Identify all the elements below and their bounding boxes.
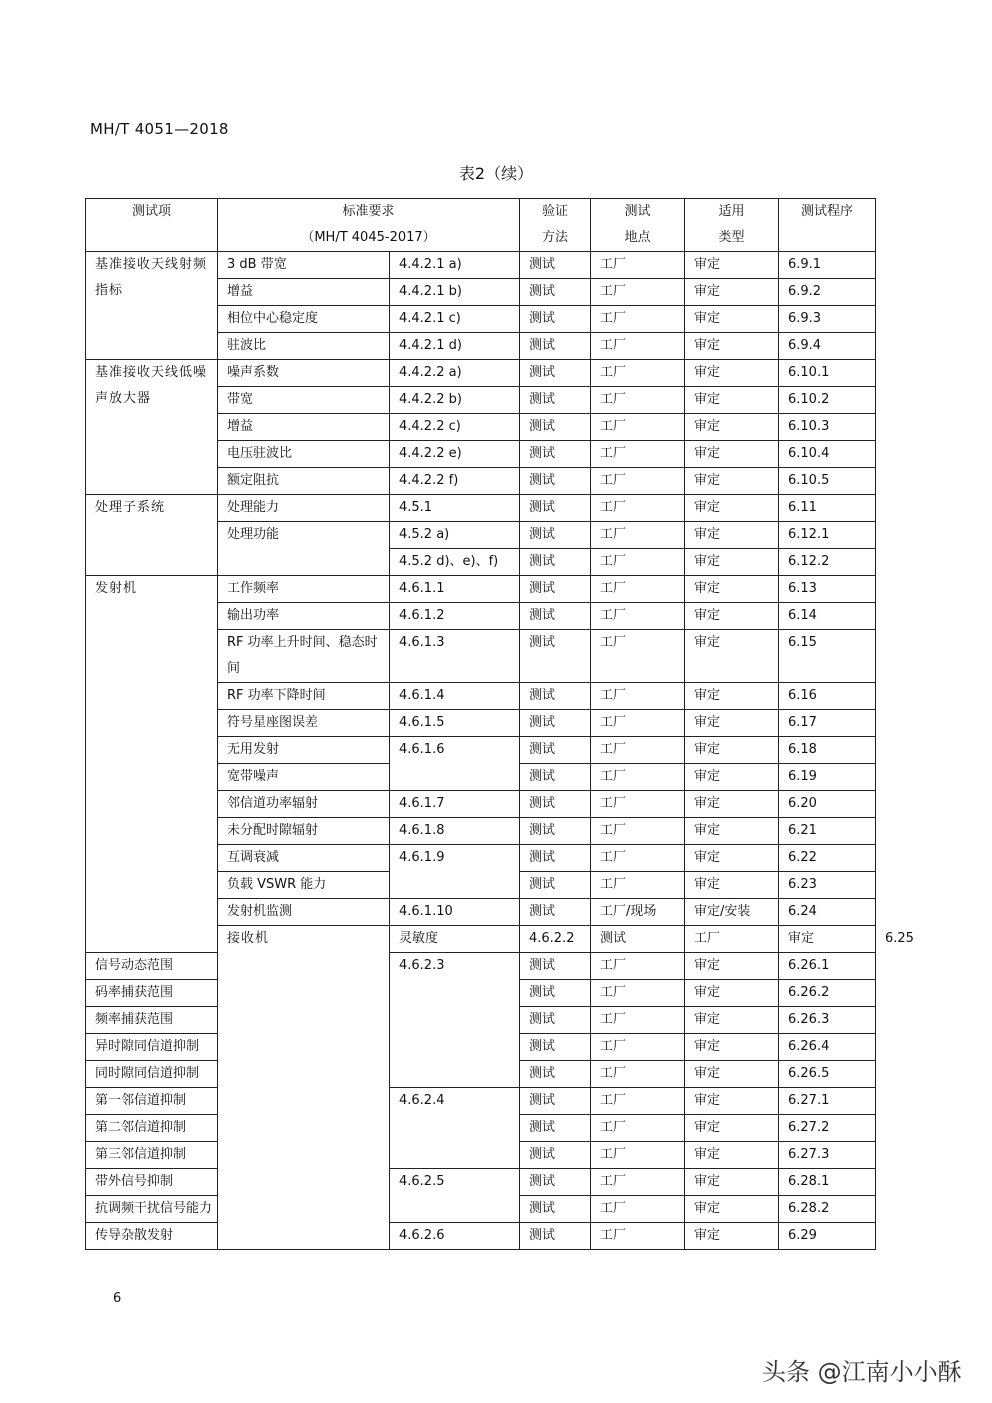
cell-site: 工厂	[591, 360, 685, 387]
cell-method: 测试	[520, 360, 591, 387]
cell-requirement: 灵敏度	[390, 926, 520, 953]
cell-type: 审定	[685, 1223, 779, 1250]
cell-type: 审定	[685, 683, 779, 710]
cell-requirement: 额定阻抗	[218, 468, 390, 495]
cell-requirement: 频率捕获范围	[86, 1007, 218, 1034]
cell-method: 测试	[520, 980, 591, 1007]
header-type-line1: 适用	[718, 204, 745, 219]
cell-method: 测试	[520, 1088, 591, 1115]
cell-type: 审定	[685, 576, 779, 603]
cell-procedure: 6.10.5	[779, 468, 876, 495]
cell-requirement: 相位中心稳定度	[218, 306, 390, 333]
table-row	[86, 576, 876, 603]
header-req-line2: （MH/T 4045-2017）	[301, 230, 436, 245]
cell-method: 测试	[520, 764, 591, 791]
cell-method: 测试	[520, 495, 591, 522]
cell-clause: 4.4.2.1 b)	[390, 279, 520, 306]
header-req-line1: 标准要求	[342, 204, 395, 219]
cell-method: 测试	[520, 872, 591, 899]
cell-method: 测试	[520, 899, 591, 926]
group-cell: 处理子系统	[86, 495, 218, 576]
table-title: 表2（续）	[458, 164, 534, 183]
table-row	[86, 953, 876, 980]
cell-requirement: 工作频率	[218, 576, 390, 603]
table-row	[86, 1223, 876, 1250]
cell-requirement: 电压驻波比	[218, 441, 390, 468]
cell-site: 工厂	[591, 1223, 685, 1250]
cell-clause: 4.5.1	[390, 495, 520, 522]
cell-clause: 4.5.2 d)、e)、f)	[390, 549, 520, 576]
cell-method: 测试	[520, 1196, 591, 1223]
cell-method: 测试	[520, 818, 591, 845]
header-type	[685, 199, 779, 252]
cell-type: 审定	[685, 1007, 779, 1034]
cell-site: 工厂	[591, 791, 685, 818]
cell-method: 测试	[520, 333, 591, 360]
cell-requirement: 带外信号抑制	[86, 1169, 218, 1196]
cell-site: 工厂	[591, 737, 685, 764]
cell-method: 测试	[520, 710, 591, 737]
cell-requirement: 传导杂散发射	[86, 1223, 218, 1250]
cell-requirement: 未分配时隙辐射	[218, 818, 390, 845]
cell-procedure: 6.16	[779, 683, 876, 710]
watermark: 头条 @江南小小酥	[762, 1358, 962, 1386]
cell-type: 审定	[685, 818, 779, 845]
cell-clause: 4.6.1.4	[390, 683, 520, 710]
cell-requirement: 增益	[218, 414, 390, 441]
header-site-line1: 测试	[624, 204, 651, 219]
cell-requirement: 同时隙同信道抑制	[86, 1061, 218, 1088]
cell-clause: 4.6.1.2	[390, 603, 520, 630]
cell-method: 测试	[520, 576, 591, 603]
header-row	[86, 199, 876, 252]
cell-procedure: 6.19	[779, 764, 876, 791]
cell-requirement: 输出功率	[218, 603, 390, 630]
cell-site: 工厂	[591, 683, 685, 710]
cell-type: 审定	[685, 1196, 779, 1223]
cell-procedure: 6.27.2	[779, 1115, 876, 1142]
cell-site: 工厂	[591, 468, 685, 495]
cell-site: 工厂	[591, 1196, 685, 1223]
cell-procedure: 6.18	[779, 737, 876, 764]
cell-method: 测试	[520, 441, 591, 468]
cell-procedure: 6.26.4	[779, 1034, 876, 1061]
table-row	[86, 1088, 876, 1115]
cell-method: 测试	[520, 1061, 591, 1088]
cell-type: 审定	[685, 360, 779, 387]
cell-method: 测试	[520, 845, 591, 872]
cell-clause: 4.6.1.1	[390, 576, 520, 603]
cell-requirement: 码率捕获范围	[86, 980, 218, 1007]
cell-clause: 4.6.2.6	[390, 1223, 520, 1250]
cell-site: 工厂	[591, 387, 685, 414]
cell-type: 审定	[685, 468, 779, 495]
cell-method: 测试	[520, 1115, 591, 1142]
cell-procedure: 6.22	[779, 845, 876, 872]
cell-type: 审定	[685, 845, 779, 872]
cell-procedure: 6.28.2	[779, 1196, 876, 1223]
cell-type: 审定	[685, 764, 779, 791]
cell-site: 工厂	[591, 818, 685, 845]
cell-procedure: 6.20	[779, 791, 876, 818]
cell-site: 工厂	[591, 414, 685, 441]
cell-site: 工厂	[591, 1088, 685, 1115]
cell-type: 审定	[685, 710, 779, 737]
header-procedure	[779, 199, 876, 252]
cell-type: 审定	[685, 414, 779, 441]
cell-type: 审定	[685, 603, 779, 630]
cell-requirement: 增益	[218, 279, 390, 306]
cell-requirement: 第一邻信道抑制	[86, 1088, 218, 1115]
cell-type: 审定	[685, 737, 779, 764]
cell-method: 测试	[520, 1223, 591, 1250]
cell-site: 工厂	[591, 953, 685, 980]
cell-type: 审定	[685, 549, 779, 576]
cell-method: 测试	[520, 683, 591, 710]
cell-site: 工厂	[591, 603, 685, 630]
header-verify-line2: 方法	[541, 230, 568, 245]
cell-method: 测试	[520, 549, 591, 576]
cell-clause: 4.6.2.5	[390, 1169, 520, 1223]
cell-procedure: 6.26.1	[779, 953, 876, 980]
header-requirement	[218, 199, 520, 252]
cell-procedure: 6.26.5	[779, 1061, 876, 1088]
cell-site: 工厂	[685, 926, 779, 953]
cell-requirement: 处理功能	[218, 522, 390, 576]
cell-requirement: 无用发射	[218, 737, 390, 764]
cell-requirement: 抗调频干扰信号能力	[86, 1196, 218, 1223]
cell-type: 审定	[685, 441, 779, 468]
cell-procedure: 6.9.4	[779, 333, 876, 360]
cell-method: 测试	[591, 926, 685, 953]
cell-type: 审定	[685, 306, 779, 333]
cell-clause: 4.6.1.5	[390, 710, 520, 737]
cell-type: 审定	[779, 926, 876, 953]
cell-type: 审定	[685, 630, 779, 683]
group-cell: 基准接收天线低噪声放大器	[86, 360, 218, 495]
table-row: 接收机 灵敏度 4.6.2.2 测试 工厂 审定 6.25	[86, 926, 876, 953]
cell-method: 测试	[520, 791, 591, 818]
cell-procedure: 6.27.3	[779, 1142, 876, 1169]
cell-type: 审定	[685, 791, 779, 818]
cell-method: 测试	[520, 522, 591, 549]
cell-type: 审定	[685, 872, 779, 899]
cell-procedure: 6.10.1	[779, 360, 876, 387]
header-item	[86, 199, 218, 252]
cell-procedure: 6.26.3	[779, 1007, 876, 1034]
cell-procedure: 6.17	[779, 710, 876, 737]
cell-type: 审定	[685, 495, 779, 522]
header-type-line2: 类型	[718, 230, 745, 245]
cell-procedure: 6.9.2	[779, 279, 876, 306]
table-row	[86, 252, 876, 279]
cell-site: 工厂	[591, 549, 685, 576]
cell-requirement: 信号动态范围	[86, 953, 218, 980]
cell-site: 工厂	[591, 1061, 685, 1088]
cell-requirement: 处理能力	[218, 495, 390, 522]
cell-site: 工厂	[591, 1034, 685, 1061]
cell-requirement: 互调衰减	[218, 845, 390, 872]
cell-clause: 4.4.2.1 d)	[390, 333, 520, 360]
page-number: 6	[113, 1291, 122, 1306]
cell-method: 测试	[520, 387, 591, 414]
cell-method: 测试	[520, 1142, 591, 1169]
header-verify-line1: 验证	[541, 204, 568, 219]
cell-site: 工厂	[591, 333, 685, 360]
cell-procedure: 6.10.4	[779, 441, 876, 468]
group-cell: 基准接收天线射频指标	[86, 252, 218, 360]
cell-site: 工厂	[591, 764, 685, 791]
cell-clause: 4.6.1.7	[390, 791, 520, 818]
cell-requirement: 第三邻信道抑制	[86, 1142, 218, 1169]
cell-site: 工厂	[591, 495, 685, 522]
cell-type: 审定	[685, 387, 779, 414]
cell-requirement: 第二邻信道抑制	[86, 1115, 218, 1142]
cell-clause: 4.6.2.2	[520, 926, 591, 953]
table-row	[86, 495, 876, 522]
header-item-label: 测试项	[131, 204, 171, 219]
cell-clause: 4.6.2.4	[390, 1088, 520, 1169]
cell-method: 测试	[520, 603, 591, 630]
cell-clause: 4.4.2.2 c)	[390, 414, 520, 441]
cell-procedure: 6.12.2	[779, 549, 876, 576]
cell-method: 测试	[520, 279, 591, 306]
header-site-line2: 地点	[624, 230, 651, 245]
cell-clause: 4.4.2.2 a)	[390, 360, 520, 387]
cell-requirement: 带宽	[218, 387, 390, 414]
cell-site: 工厂	[591, 1007, 685, 1034]
cell-method: 测试	[520, 414, 591, 441]
cell-type: 审定/安装	[685, 899, 779, 926]
cell-site: 工厂	[591, 1169, 685, 1196]
cell-site: 工厂	[591, 1115, 685, 1142]
cell-clause: 4.6.2.3	[390, 953, 520, 1088]
cell-requirement: RF 功率下降时间	[218, 683, 390, 710]
cell-type: 审定	[685, 1061, 779, 1088]
cell-method: 测试	[520, 1007, 591, 1034]
cell-type: 审定	[685, 953, 779, 980]
cell-clause: 4.4.2.2 b)	[390, 387, 520, 414]
cell-clause: 4.6.1.9	[390, 845, 520, 899]
cell-type: 审定	[685, 980, 779, 1007]
cell-procedure: 6.10.2	[779, 387, 876, 414]
cell-requirement: 负载 VSWR 能力	[218, 872, 390, 899]
cell-requirement: 异时隙同信道抑制	[86, 1034, 218, 1061]
cell-procedure: 6.15	[779, 630, 876, 683]
cell-method: 测试	[520, 1034, 591, 1061]
cell-site: 工厂	[591, 630, 685, 683]
cell-clause: 4.6.1.6	[390, 737, 520, 791]
cell-clause: 4.4.2.2 e)	[390, 441, 520, 468]
table-row	[86, 360, 876, 387]
header-procedure-label: 测试程序	[800, 204, 853, 219]
cell-procedure: 6.23	[779, 872, 876, 899]
cell-type: 审定	[685, 1169, 779, 1196]
group-cell: 接收机	[218, 926, 390, 1250]
cell-site: 工厂	[591, 252, 685, 279]
cell-type: 审定	[685, 1034, 779, 1061]
cell-procedure: 6.28.1	[779, 1169, 876, 1196]
cell-method: 测试	[520, 737, 591, 764]
cell-procedure: 6.11	[779, 495, 876, 522]
cell-requirement: 发射机监测	[218, 899, 390, 926]
cell-type: 审定	[685, 333, 779, 360]
cell-clause: 4.6.1.3	[390, 630, 520, 683]
cell-requirement: 噪声系数	[218, 360, 390, 387]
cell-site: 工厂/现场	[591, 899, 685, 926]
group-cell: 发射机	[86, 576, 218, 953]
cell-procedure: 6.13	[779, 576, 876, 603]
cell-requirement: 驻波比	[218, 333, 390, 360]
cell-procedure: 6.9.1	[779, 252, 876, 279]
cell-procedure: 6.14	[779, 603, 876, 630]
cell-method: 测试	[520, 953, 591, 980]
header-site	[591, 199, 685, 252]
cell-clause: 4.6.1.8	[390, 818, 520, 845]
cell-site: 工厂	[591, 522, 685, 549]
header-verify	[520, 199, 591, 252]
cell-site: 工厂	[591, 279, 685, 306]
cell-site: 工厂	[591, 576, 685, 603]
cell-procedure: 6.29	[779, 1223, 876, 1250]
cell-method: 测试	[520, 252, 591, 279]
cell-procedure: 6.24	[779, 899, 876, 926]
cell-type: 审定	[685, 252, 779, 279]
table-row	[86, 1169, 876, 1196]
cell-type: 审定	[685, 1115, 779, 1142]
cell-procedure: 6.12.1	[779, 522, 876, 549]
cell-site: 工厂	[591, 1142, 685, 1169]
cell-requirement: 3 dB 带宽	[218, 252, 390, 279]
test-items-table	[85, 198, 914, 1250]
cell-site: 工厂	[591, 872, 685, 899]
cell-type: 审定	[685, 279, 779, 306]
cell-clause: 4.4.2.1 a)	[390, 252, 520, 279]
cell-requirement: 宽带噪声	[218, 764, 390, 791]
cell-clause: 4.4.2.2 f)	[390, 468, 520, 495]
cell-method: 测试	[520, 1169, 591, 1196]
cell-clause: 4.6.1.10	[390, 899, 520, 926]
standard-number: MH/T 4051—2018	[90, 120, 229, 138]
cell-requirement: 符号星座图误差	[218, 710, 390, 737]
cell-type: 审定	[685, 522, 779, 549]
cell-procedure: 6.27.1	[779, 1088, 876, 1115]
cell-method: 测试	[520, 306, 591, 333]
cell-clause: 4.5.2 a)	[390, 522, 520, 549]
cell-type: 审定	[685, 1088, 779, 1115]
cell-requirement: RF 功率上升时间、稳态时间	[218, 630, 390, 683]
cell-site: 工厂	[591, 306, 685, 333]
cell-procedure: 6.10.3	[779, 414, 876, 441]
cell-method: 测试	[520, 630, 591, 683]
cell-type: 审定	[685, 1142, 779, 1169]
cell-requirement: 邻信道功率辐射	[218, 791, 390, 818]
cell-method: 测试	[520, 468, 591, 495]
cell-clause: 4.4.2.1 c)	[390, 306, 520, 333]
cell-procedure: 6.26.2	[779, 980, 876, 1007]
cell-procedure: 6.9.3	[779, 306, 876, 333]
cell-site: 工厂	[591, 980, 685, 1007]
cell-site: 工厂	[591, 710, 685, 737]
cell-site: 工厂	[591, 441, 685, 468]
cell-site: 工厂	[591, 845, 685, 872]
cell-procedure: 6.21	[779, 818, 876, 845]
